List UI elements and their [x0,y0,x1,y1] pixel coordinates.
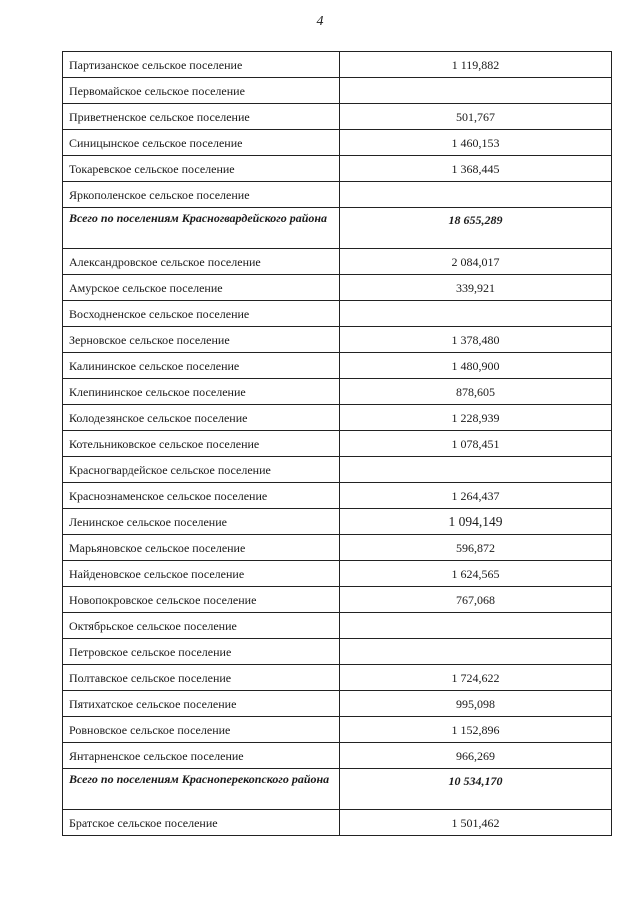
settlement-name: Найденовское сельское поселение [63,561,340,587]
settlement-name: Красногвардейское сельское поселение [63,457,340,483]
table-row [63,639,612,665]
table-row [63,743,612,769]
settlement-name: Братское сельское поселение [63,810,340,836]
table-row [63,405,612,431]
settlement-name: Партизанское сельское поселение [63,52,340,78]
page-number: 4 [316,14,324,29]
table-row [63,587,612,613]
table-row [63,810,612,836]
table-row [63,353,612,379]
table-row [63,457,612,483]
district-total-value: 10 534,170 [340,769,612,810]
table-row [63,104,612,130]
settlement-value: 1 480,900 [340,353,612,379]
settlement-value: 1 624,565 [340,561,612,587]
settlement-name: Колодезянское сельское поселение [63,405,340,431]
table-row [63,301,612,327]
table-row [63,379,612,405]
settlement-value: 1 119,882 [340,52,612,78]
table-row [63,249,612,275]
table-row [63,483,612,509]
settlement-name: Синицынское сельское поселение [63,130,340,156]
settlement-value: 596,872 [340,535,612,561]
settlement-name: Краснознаменское сельское поселение [63,483,340,509]
settlement-name: Александровское сельское поселение [63,249,340,275]
allocation-table [62,51,612,836]
settlement-name: Амурское сельское поселение [63,275,340,301]
table-row [63,613,612,639]
settlement-name: Приветненское сельское поселение [63,104,340,130]
settlement-name: Яркополенское сельское поселение [63,182,340,208]
settlement-name: Новопокровское сельское поселение [63,587,340,613]
settlement-value: 1 152,896 [340,717,612,743]
settlement-value [340,457,612,483]
table-row [63,52,612,78]
settlement-value: 1 368,445 [340,156,612,182]
settlement-name: Октябрьское сельское поселение [63,613,340,639]
settlement-name: Токаревское сельское поселение [63,156,340,182]
district-total-value: 18 655,289 [340,208,612,249]
settlement-name: Восходненское сельское поселение [63,301,340,327]
settlement-value: 1 078,451 [340,431,612,457]
settlement-value: 1 094,149 [340,509,612,535]
district-total-label: Всего по поселениям Красноперекопского района [63,769,340,810]
table-row [63,78,612,104]
settlement-value [340,613,612,639]
settlement-value: 1 264,437 [340,483,612,509]
table-row [63,130,612,156]
settlement-value: 1 460,153 [340,130,612,156]
settlement-value: 1 378,480 [340,327,612,353]
table-row [63,431,612,457]
district-total-label: Всего по поселениям Красногвардейского района [63,208,340,249]
settlement-value [340,78,612,104]
settlement-name: Клепининское сельское поселение [63,379,340,405]
settlement-value: 767,068 [340,587,612,613]
table-row [63,561,612,587]
table-row [63,665,612,691]
settlement-value: 995,098 [340,691,612,717]
district-total-row [63,769,612,810]
settlement-value: 1 501,462 [340,810,612,836]
settlement-name: Марьяновское сельское поселение [63,535,340,561]
settlement-value [340,301,612,327]
table-row [63,156,612,182]
settlement-name: Пятихатское сельское поселение [63,691,340,717]
table-row [63,182,612,208]
settlement-name: Петровское сельское поселение [63,639,340,665]
settlement-name: Янтарненское сельское поселение [63,743,340,769]
settlement-value: 966,269 [340,743,612,769]
table-row [63,691,612,717]
settlement-name: Котельниковское сельское поселение [63,431,340,457]
settlement-value [340,639,612,665]
settlement-value: 1 228,939 [340,405,612,431]
table-row [63,509,612,535]
settlement-name: Зерновское сельское поселение [63,327,340,353]
settlement-name: Полтавское сельское поселение [63,665,340,691]
table-row [63,275,612,301]
table-row [63,535,612,561]
settlement-name: Ровновское сельское поселение [63,717,340,743]
settlement-value: 501,767 [340,104,612,130]
district-total-row [63,208,612,249]
settlement-name: Калининское сельское поселение [63,353,340,379]
settlement-value: 2 084,017 [340,249,612,275]
settlement-name: Ленинское сельское поселение [63,509,340,535]
table-row [63,327,612,353]
table-row [63,717,612,743]
settlement-value: 1 724,622 [340,665,612,691]
settlement-value: 339,921 [340,275,612,301]
settlement-value [340,182,612,208]
settlement-value: 878,605 [340,379,612,405]
settlement-name: Первомайское сельское поселение [63,78,340,104]
